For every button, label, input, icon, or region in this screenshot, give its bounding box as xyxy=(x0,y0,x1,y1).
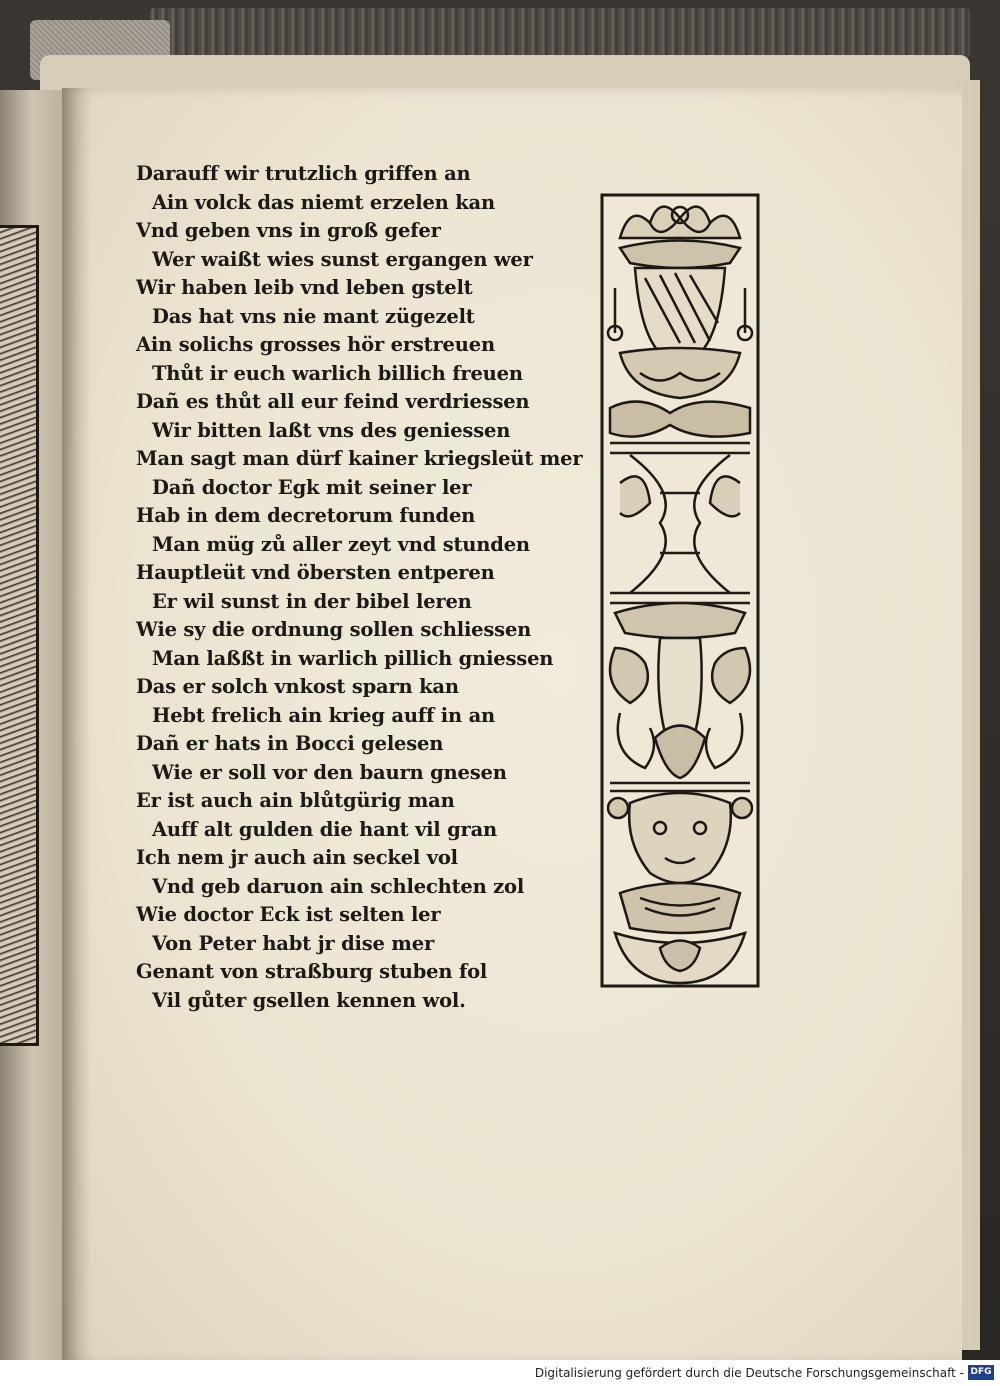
verse-line: Wir bitten laßt vns des geniessen xyxy=(152,418,511,442)
verse-line: Das hat vns nie mant zügezelt xyxy=(152,304,475,328)
verse-line: Vil gůter gsellen kennen wol. xyxy=(152,988,466,1012)
verse-line: Ain solichs grosses hör erstreuen xyxy=(136,333,495,356)
verse-line: Hebt frelich ain krieg auff in an xyxy=(152,703,495,727)
verse-line: Von Peter habt jr dise mer xyxy=(152,931,435,955)
verse-line: Dañ er hats in Bocci gelesen xyxy=(136,732,444,755)
verse-text xyxy=(136,160,606,1015)
dfg-footer xyxy=(0,1360,1000,1386)
verse-line: Er wil sunst in der bibel leren xyxy=(152,589,472,613)
verse-line: Wir haben leib vnd leben gstelt xyxy=(136,276,473,299)
verse-line: Wie sy die ordnung sollen schliessen xyxy=(136,618,532,641)
verse-line: Genant von straßburg stuben fol xyxy=(136,960,488,983)
dfg-logo: DFG xyxy=(968,1365,994,1380)
verse-line: Er ist auch ain blůtgürig man xyxy=(136,789,455,812)
verse-line: Man müg zů aller zeyt vnd stunden xyxy=(152,532,530,556)
verse-line: Dañ doctor Egk mit seiner ler xyxy=(152,475,472,499)
verse-line: Vnd geben vns in groß gefer xyxy=(136,219,441,242)
verse-line: Hauptleüt vnd öbersten entperen xyxy=(136,561,495,584)
verse-line: Wie doctor Eck ist selten ler xyxy=(136,903,441,926)
verse-line: Wer waißt wies sunst ergangen wer xyxy=(152,247,533,271)
verse-line: Auff alt gulden die hant vil gran xyxy=(152,817,498,841)
verse-line: Wie er soll vor den baurn gnesen xyxy=(152,760,507,784)
funding-credit: Digitalisierung gefördert durch die Deutsche Forschungsgemeinschaft - xyxy=(534,1366,964,1380)
ornamental-column-woodcut xyxy=(600,193,760,988)
verse-line: Ich nem jr auch ain seckel vol xyxy=(136,846,458,869)
verse-line: Hab in dem decretorum funden xyxy=(136,504,476,527)
verse-line: Vnd geb daruon ain schlechten zol xyxy=(152,874,525,898)
verse-line: Man laßßt in warlich pillich gniessen xyxy=(152,646,554,670)
left-page-woodcut xyxy=(0,225,39,1046)
verse-line: Darauff wir trutzlich griffen an xyxy=(136,162,471,185)
verse-line: Ain volck das niemt erzelen kan xyxy=(152,190,495,214)
verse-line: Thůt ir euch warlich billich freuen xyxy=(152,361,523,385)
verse-line: Man sagt man dürf kainer kriegsleüt mer xyxy=(136,447,583,470)
verse-line: Dañ es thůt all eur feind verdriessen xyxy=(136,390,530,413)
book-cover-edge xyxy=(150,8,970,58)
page-gutter-shadow xyxy=(62,88,92,1363)
verse-line: Das er solch vnkost sparn kan xyxy=(136,675,459,698)
